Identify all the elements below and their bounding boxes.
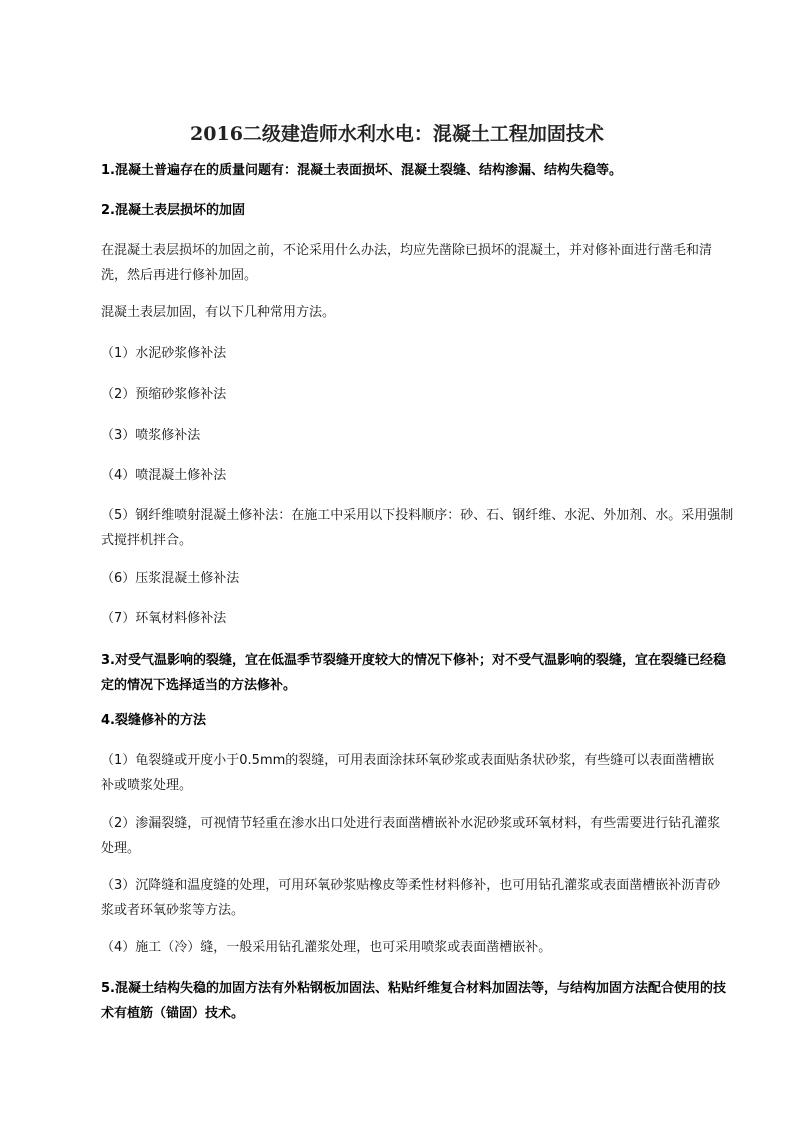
method-item-7: （7）环氧材料修补法 (101, 611, 227, 626)
method-item-3: （3）喷浆修补法 (101, 428, 201, 443)
heading-surface-damage: 2.混凝土表层损坏的加固 (101, 203, 245, 218)
crack-repair-item-1: （1）龟裂缝或开度小于0.5mm的裂缝，可用表面涂抹环氧砂浆或表面贴条状砂浆，有些缝可以表面凿槽嵌补或喷浆处理。 (101, 753, 715, 793)
paragraph-common-methods: 混凝土表层加固，有以下几种常用方法。 (101, 305, 336, 320)
paragraph-surface-prep-text: 在混凝土表层损坏的加固之前，不论采用什么办法，均应先凿除已损坏的混凝土，并对修补面进行凿毛和清洗，然后再进行修补加固。 (101, 243, 713, 283)
document-title: 2016二级建造师水利水电：混凝土工程加固技术 (190, 123, 604, 145)
method-item-6: （6）压浆混凝土修补法 (101, 571, 240, 586)
method-item-5: （5）钢纤维喷射混凝土修补法：在施工中采用以下投料顺序：砂、石、钢纤维、水泥、外加剂、水。采用强制式搅拌机拌合。 (101, 508, 734, 548)
paragraph-temperature-cracks: 3.对受气温影响的裂缝，宜在低温季节裂缝开度较大的情况下修补；对不受气温影响的裂缝，宜在裂缝已经稳定的情况下选择适当的方法修补。 (101, 653, 726, 693)
paragraph-surface-prep (101, 238, 726, 288)
paragraph-quality-problems: 1.混凝土普遍存在的质量问题有：混凝土表面损坏、混凝土裂缝、结构渗漏、结构失稳等。 (101, 163, 622, 178)
method-item-4: （4）喷混凝土修补法 (101, 468, 227, 483)
crack-repair-item-3: （3）沉降缝和温度缝的处理，可用环氧砂浆贴橡皮等柔性材料修补，也可用钻孔灌浆或表面凿槽嵌补沥青砂浆或者环氧砂浆等方法。 (101, 878, 721, 918)
method-item-1: （1）水泥砂浆修补法 (101, 346, 227, 361)
heading-crack-repair: 4.裂缝修补的方法 (101, 713, 206, 728)
crack-repair-item-4: （4）施工（冷）缝，一般采用钻孔灌浆处理，也可采用喷浆或表面凿槽嵌补。 (101, 940, 552, 955)
crack-repair-item-2: （2）渗漏裂缝，可视情节轻重在渗水出口处进行表面凿槽嵌补水泥砂浆或环氧材料，有些需要进行钻孔灌浆处理。 (101, 816, 721, 856)
paragraph-structural-instability: 5.混凝土结构失稳的加固方法有外粘钢板加固法、粘贴纤维复合材料加固法等，与结构加固方法配合使用的技术有植筋（锚固）技术。 (101, 981, 726, 1021)
method-item-2: （2）预缩砂浆修补法 (101, 387, 227, 402)
